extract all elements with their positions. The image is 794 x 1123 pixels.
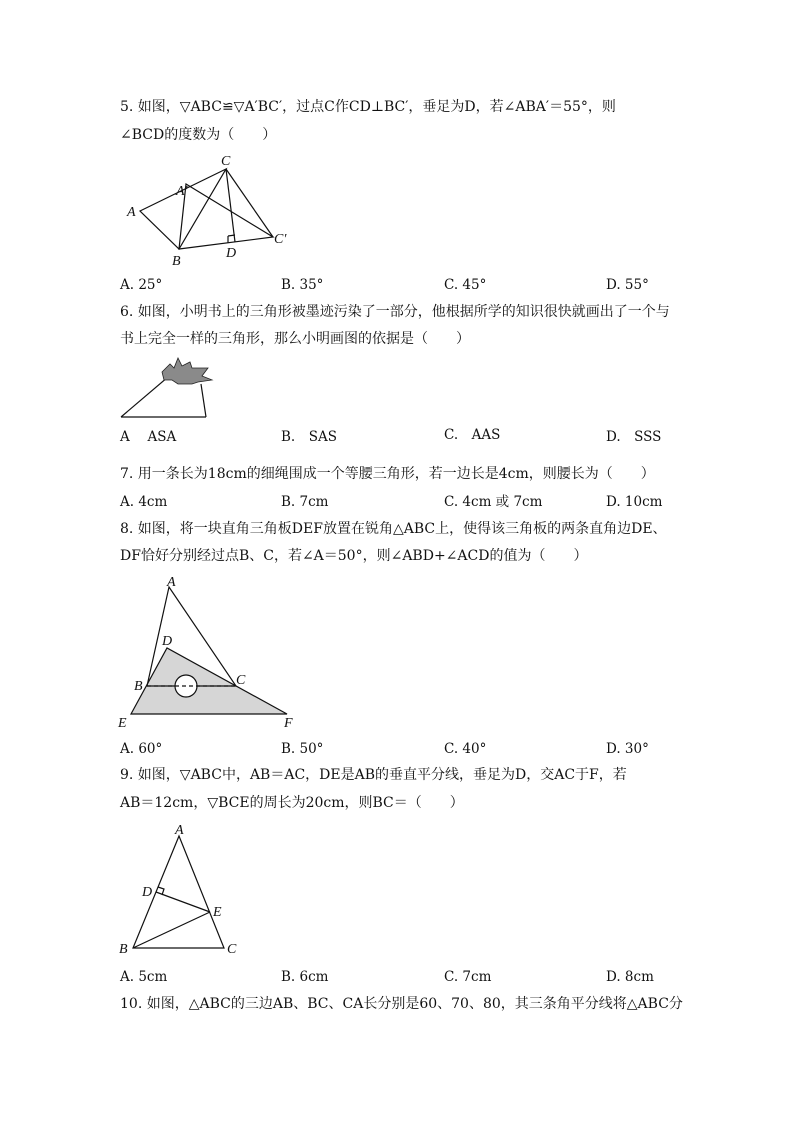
q9-label-e: E [213, 905, 222, 920]
q8-label-e: E [118, 716, 127, 731]
q9-option-d[interactable]: D. 8cm [606, 969, 654, 985]
q7-option-c[interactable]: C. 4cm 或 7cm [444, 494, 543, 510]
q5-label-b: B [172, 254, 181, 269]
q9-segment-be [133, 912, 210, 948]
q5-option-a[interactable]: A. 25° [120, 277, 163, 293]
q7-stem-line1: 7. 用一条长为18cm的细绳围成一个等腰三角形，若一边长是4cm，则腰长为（ ） [120, 466, 655, 482]
q8-label-d: D [162, 634, 173, 649]
q9-label-b: B [119, 942, 128, 957]
q8-label-c: C [236, 673, 246, 688]
q5-label-d: D [226, 246, 237, 261]
q10-stem-line1: 10. 如图，△ABC的三边AB、BC、CA长分别是60、70、80，其三条角平分线将△ABC分 [120, 996, 683, 1012]
q8-figure [116, 574, 302, 732]
q5-stem-line2: ∠BCD的度数为（ ） [120, 127, 277, 143]
q5-label-c1: C′ [274, 232, 287, 247]
q5-label-a: A [127, 205, 136, 220]
q8-option-c[interactable]: C. 40° [444, 741, 487, 757]
q9-segment-de [156, 892, 210, 912]
q5-option-b[interactable]: B. 35° [281, 277, 324, 293]
q8-option-b[interactable]: B. 50° [281, 741, 324, 757]
q9-stem-line1: 9. 如图，▽ABC中，AB＝AC，DE是AB的垂直平分线，垂足为D，交AC于F，若 [120, 767, 627, 783]
q7-option-d[interactable]: D. 10cm [606, 494, 663, 510]
q6-option-b[interactable]: B. SAS [281, 429, 337, 445]
q5-stem-line1: 5. 如图，▽ABC≌▽A′BC′，过点C作CD⊥BC′，垂足为D，若∠ABA′＝55°，则 [120, 99, 616, 115]
q7-option-a[interactable]: A. 4cm [120, 494, 168, 510]
q6-figure [118, 354, 214, 420]
q5-figure [118, 148, 308, 270]
q6-stem-line1: 6. 如图，小明书上的三角形被墨迹污染了一部分，他根据所学的知识很快就画出了一个与 [120, 304, 670, 320]
q8-option-a[interactable]: A. 60° [120, 741, 163, 757]
q9-figure [116, 820, 246, 960]
q5-option-d[interactable]: D. 55° [606, 277, 649, 293]
q9-stem-line2: AB＝12cm，▽BCE的周长为20cm，则BC＝（ ） [120, 795, 464, 811]
q8-option-d[interactable]: D. 30° [606, 741, 649, 757]
q8-label-a: A [167, 575, 176, 590]
q5-label-a1: A′ [176, 184, 188, 199]
q5-label-c: C [221, 154, 231, 169]
q8-stem-line1: 8. 如图，将一块直角三角板DEF放置在锐角△ABC上，使得该三角板的两条直角边DE、 [120, 521, 667, 537]
q6-stem-line2: 书上完全一样的三角形，那么小明画图的依据是（ ） [120, 331, 470, 347]
q8-label-b: B [134, 679, 143, 694]
q9-label-d: D [142, 885, 153, 900]
q9-option-c[interactable]: C. 7cm [444, 969, 492, 985]
q9-label-c: C [227, 942, 237, 957]
q5-option-c[interactable]: C. 45° [444, 277, 487, 293]
q6-option-a[interactable]: A ASA [120, 429, 177, 445]
q9-label-a: A [175, 823, 184, 838]
q9-option-a[interactable]: A. 5cm [120, 969, 168, 985]
q8-stem-line2: DF恰好分别经过点B、C，若∠A＝50°，则∠ABD+∠ACD的值为（ ） [120, 548, 588, 564]
q6-ink-blot [162, 358, 212, 384]
q8-label-f: F [284, 716, 293, 731]
q6-option-c[interactable]: C. AAS [444, 427, 501, 443]
q6-option-d[interactable]: D. SSS [606, 429, 662, 445]
q8-set-square-def [131, 648, 287, 714]
q9-option-b[interactable]: B. 6cm [281, 969, 329, 985]
q7-option-b[interactable]: B. 7cm [281, 494, 329, 510]
